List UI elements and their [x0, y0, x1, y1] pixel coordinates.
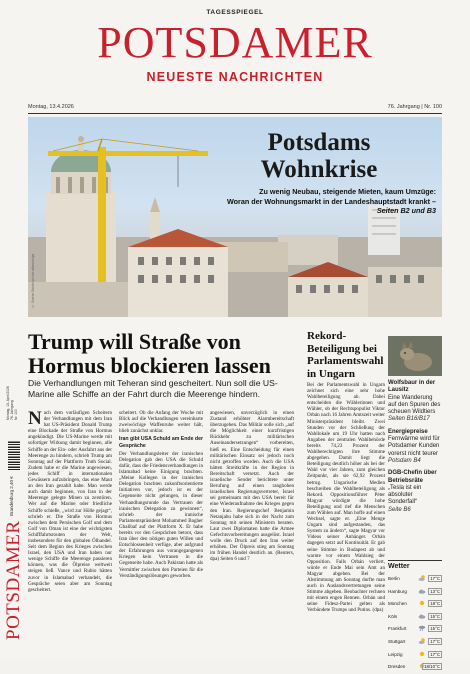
- hero-photo: [28, 117, 442, 317]
- weather-row: [388, 649, 442, 662]
- spine-price: Brandenburg 2,40 €: [9, 476, 14, 516]
- weather-temp: 18°C: [430, 601, 440, 607]
- weather-temp: 17°C: [430, 638, 440, 644]
- drop-cap: N: [28, 410, 42, 429]
- publisher-label: TAGESSPIEGEL: [206, 9, 264, 16]
- weather-temp: 18/10°C: [424, 664, 440, 670]
- weather-temp: 15°C: [430, 613, 440, 619]
- sun-icon: [418, 650, 426, 658]
- masthead-title: POTSDAMER: [97, 18, 373, 67]
- teaser-wolf[interactable]: [388, 380, 442, 424]
- article-column-1: [28, 410, 112, 658]
- issue-number: 76. Jahrgang | Nr. 100: [387, 104, 442, 110]
- spine-brand: POTSDAMER: [3, 520, 24, 640]
- teaser-dgb-ref: Seite B6: [388, 506, 411, 513]
- teaser-dgb[interactable]: [388, 470, 442, 514]
- weather-row: [388, 598, 442, 611]
- cloud-icon: [418, 587, 426, 595]
- weather-rows: [388, 573, 442, 674]
- teaser-energy-head: Energiepreise: [388, 428, 428, 435]
- weather-box: [388, 560, 442, 674]
- issue-date: Montag, 13.4.2026: [28, 104, 74, 110]
- weather-temp: 13°C: [430, 588, 440, 594]
- hero-deck: [178, 187, 436, 216]
- sun-icon: [418, 599, 426, 607]
- column-2-text-b: Der Verhandlungsleiter der iranischen Delegation gab den USA die Schuld dafür, dass die Friedensverhandlungen in Islamabad keine Einigung brachten. „Meine Kollegen in der iranischen Delegation brachten zukunftsorientierte Initiativen vor, jedoch ist es der Gegenseite nicht gelungen, in dieser Verhandlungsrunde das Vertrauen der iranischen Delegation zu gewinnen“, schrieb der iranische Parlamentspräsident Mohammed Bagher Ghalibaf auf der Plattform X. Er habe bereits vor den Gesprächen betont, dass Iran über den nötigen guten Willen und Entschlossenheit verfüge, aber aufgrund der Erfahrungen aus vorangegangenen Kriegen kein Vertrauen in die Gegenseite habe. Auch Pakistan hatte als Vermittler zwischen den Parteien für die Verständigungslösungen geworben.: [119, 450, 203, 579]
- weather-city: München: [388, 601, 407, 607]
- masthead: [0, 0, 470, 102]
- weather-row: [388, 661, 442, 674]
- article-column-2: [119, 410, 203, 658]
- teaser-dgb-text: „Tesla ist ein absoluter Sonderfall“: [388, 484, 422, 506]
- teaser-wolf-ref: Seiten B16/B17: [388, 416, 430, 423]
- side-article-body: Bei der Parlamentswahl in Ungarn zeichnet sich eine sehr hohe Wahlbeteiligung ab. Dabei entscheiden die Wählerinnen und Wähler, ob der Rechtspopulist Viktor Orbán nach 16 Jahren Amtszeit weiter Ministerpräsident bleibt. Zwei Stunden vor der Schließung der Wahllokale um 19 Uhr hatten nach Angaben der zentralen Wahlbehörde bereits 74,23 Prozent der Wahlberechtigten ihre Stimme abgegeben. Damit liegt die Beteiligung deutlich höher als bei der Wahl vor vier Jahren, zum gleichen Zeitpunkt, als sie 62,92 Prozent betrug. Ungarische Medien beschreiben die Wahlbeteiligung als Rekord. Oppositionsführer Péter Magyar würdigte die hohe Beteiligung und rief die Menschen zum Wählen auf. Man hoffe auf einen Wechsel, sagte er. „Eine Menge Ungarn sind aufgestanden, das System zu ändern“, sagte Magyar vor Videos seiner Anhänger. Orbán dagegen setzt auf Kontinuität. Er gab seine Stimme in Budapest ab und warnte vor einem Wahlsieg der Opposition. Falls Orbán verliert, würde er Ende Mai sein Amt an Magyar abgeben. Bei der Abstimmung am Sonntag durfte man auch in Auslandsvertretungen seine Stimme abgeben. Beobachter rechnen mit einem engen Rennen. Orbán und seine Fidesz-Partei gelten als Verbündete Trumps und Putins. (dpa): [307, 382, 385, 614]
- main-headline[interactable]: Trump will Straße von Hormus blockieren lassen: [28, 329, 271, 378]
- weather-row: [388, 623, 442, 636]
- sun-cloud-icon: [418, 637, 426, 645]
- weather-city: Berlin: [388, 576, 400, 581]
- main-deck: Die Verhandlungen mit Teheran sind gescheitert. Nun soll die US-Marine alle Schiffe an der Fahrt durch die Meerenge hindern.: [28, 378, 278, 399]
- teaser-dgb-head: DGB-Chefin über Betriebsräte: [388, 470, 437, 484]
- hero-headline-line-1: Potsdams: [267, 129, 371, 156]
- weather-temp: 15°C: [430, 626, 440, 632]
- masthead-subtitle: NEUESTE NACHRICHTEN: [146, 70, 324, 84]
- hero-headline: [208, 129, 430, 183]
- sun-cloud-icon: [418, 574, 426, 582]
- hero-deck-line-2: Woran der Wohnungsmarkt in der Landeshauptstadt krankt –: [226, 196, 436, 206]
- weather-city: Stuttgart: [388, 638, 406, 644]
- teaser-energy-ref: Potsdam B4: [388, 457, 421, 464]
- weather-row: [388, 586, 442, 599]
- spine-meta: [6, 360, 16, 420]
- teaser-energy-text: Fernwärme wird für Potsdamer Kunden vorerst nicht teurer: [388, 436, 440, 457]
- wolf-illustration: [388, 336, 442, 376]
- column-1-text: ach dem vorläufigen Scheitern der Verhandlungen mit dem Iran hat US-Präsident Donald Trump eine Blockade der Straße von Hormus angekündigt. Die US-Marine werde mit sofortiger Wirkung damit beginnen, alle Schiffe an der Ein- oder Ausfahrt aus der Meerenge zu hindern, schrieb Trump am Sonntag auf der Plattform Truth Social. Zudem habe er die Marine angewiesen, jedes Schiff in internationalen Gewässern aufzubringen, das eine Maut an den Iran gezahlt habe. Man werde auch damit beginnen, von Iran in der Meerenge gelegte Minen zu zerstören. Wer auf die Marine oder friedliche Schiffe schieße, „wird zur Hölle gejagt“, schrieb er. Die Straße von Hormus zwischen dem Persischen Golf und dem Golf von Oman ist eine der wichtigsten Schifffahrtsrouten der Welt, insbesondere für den globalen Ölhandel. Seit dem Beginn des Krieges zwischen Israel, den USA und Iran haben nur wenige Schiffe die Meerenge passieren können, was die Ölpreise weltweit steigen ließ. Vance und Rubio hätten zuvor in Islamabad verhandelt, die Gespräche seien aber am Sonntag gescheitert.: [28, 410, 112, 593]
- weather-row: [388, 636, 442, 649]
- dateline: [28, 102, 442, 114]
- spine-volume: 76. Jahrgang: [10, 400, 14, 420]
- teaser-column: [388, 380, 442, 519]
- teaser-wolf-text: Eine Wanderung auf den Spuren des scheuen Wildtiers: [388, 394, 441, 416]
- cloud-icon: [418, 612, 426, 620]
- weather-row: [388, 611, 442, 624]
- weather-city: Hamburg: [388, 588, 407, 594]
- weather-title: Wetter: [388, 560, 442, 570]
- column-3-text: angewiesen, unverzüglich in einen Zustand erhöhter Alarmbereitschaft überzugehen. Das Militär solle sich „auf die Möglichkeit einer kurzfristigen Rückkehr zu militärischen Auseinandersetzungen“ vorbereiten, hieß es. Eine Entscheidung für einen militärischen Einsatz sei jedoch noch nicht getroffen worden. Auch die USA hätten Streitkräfte in der Region in Bereitschaft versetzt. Auch der israelische Sender berichtete unter Berufung auf einen ranghohen israelischen Regierungsvertreter, Israel sei gemeinsam mit den USA bereit für eine Wiederaufnahme des Krieges gegen den Iran. Regierungschef Benjamin Netanjahu habe sich in der Nacht zum Sonntag mit seinen Ministern beraten. Laut zwei Diplomaten hatte die Armee Gefechtsvorbereitungen ausgelöst. Israel wolle den Druck auf den Iran weiter erhöhen. Der Ölpreis stieg am Sonntag im frühen Handel deutlich an. (Reuters, dpa) Seiten 6 und 7: [210, 410, 294, 563]
- wolf-photo[interactable]: [388, 336, 442, 376]
- weather-city: Frankfurt: [388, 626, 407, 632]
- main-article-body: [28, 410, 294, 658]
- barcode: [8, 440, 20, 470]
- weather-city: Dresden: [388, 664, 406, 670]
- column-2-subhead: Iran gibt USA Schuld am Ende der Gespräche: [119, 436, 203, 449]
- spine-issue: Nr. 100: [14, 409, 18, 420]
- hero-headline-line-2: Wohnkrise: [260, 156, 378, 183]
- spine-date: Montag, 13. April 2026: [6, 386, 10, 420]
- column-2-text: scheitert. Ob die Anfang der Woche mit Blick auf die Verhandlungen vereinbarte zweiwöchige Waffenruhe weiter hält, blieb zunächst unklar.: [119, 410, 203, 435]
- photo-credit: © Soeren Stache/picture alliance/dpa: [31, 253, 35, 308]
- hero-deck-line-1: Zu wenig Neubau, steigende Mieten, kaum Umzüge:: [259, 187, 436, 196]
- teaser-wolf-head: Wolfsbaur in der Lausitz: [388, 380, 436, 394]
- hero-deck-reference: Seiten B2 und B3: [376, 206, 436, 215]
- rain-icon: [418, 624, 426, 632]
- teaser-energy[interactable]: [388, 429, 442, 465]
- weather-temp: 17°C: [430, 651, 440, 657]
- weather-city: Leipzig: [388, 651, 403, 657]
- weather-city: Köln: [388, 613, 398, 619]
- weather-row: [388, 573, 442, 586]
- article-column-3: [210, 410, 294, 658]
- side-headline[interactable]: Rekord-Beteiligung bei Parlamentswahl in Ungarn: [307, 330, 384, 380]
- weather-temp: 17°C: [430, 576, 440, 581]
